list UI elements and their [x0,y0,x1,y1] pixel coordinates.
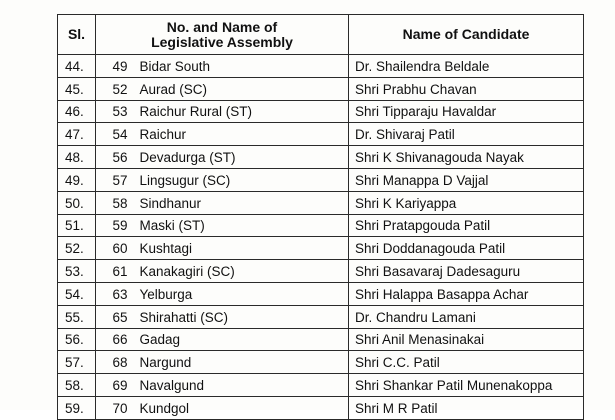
constituency-number-cell: 70 [96,396,132,419]
serial-number-cell: 53. [58,260,96,283]
constituency-number-cell: 54 [96,123,132,146]
constituency-number-cell: 53 [96,100,132,123]
candidate-name-cell: Shri Basavaraj Dadesaguru [349,260,584,283]
candidate-name-cell: Dr. Chandru Lamani [349,305,584,328]
candidate-name-cell: Shri Tipparaju Havaldar [349,100,584,123]
table-row [58,214,584,237]
constituency-name-cell: Lingsugur (SC) [132,168,349,191]
candidate-table [57,14,584,420]
table-row [58,55,584,78]
constituency-number-cell: 56 [96,146,132,169]
serial-number-cell: 48. [58,146,96,169]
constituency-number-cell: 69 [96,374,132,397]
constituency-name-cell: Shirahatti (SC) [132,305,349,328]
table-row [58,351,584,374]
header-candidate: Name of Candidate [349,15,584,55]
candidate-name-cell: Shri K Kariyappa [349,191,584,214]
constituency-name-cell: Yelburga [132,282,349,305]
constituency-name-cell: Kushtagi [132,237,349,260]
table-row [58,260,584,283]
serial-number-cell: 55. [58,305,96,328]
constituency-number-cell: 57 [96,168,132,191]
serial-number-cell: 59. [58,396,96,419]
constituency-name-cell: Kundgol [132,396,349,419]
constituency-number-cell: 61 [96,260,132,283]
table-row [58,237,584,260]
constituency-name-cell: Kanakagiri (SC) [132,260,349,283]
candidate-name-cell: Shri Prabhu Chavan [349,77,584,100]
table-row [58,328,584,351]
serial-number-cell: 46. [58,100,96,123]
header-assembly [96,15,349,55]
header-assembly-line2: Legislative Assembly [151,33,293,50]
candidate-name-cell: Shri Doddanagouda Patil [349,237,584,260]
serial-number-cell: 51. [58,214,96,237]
table-row [58,100,584,123]
constituency-name-cell: Gadag [132,328,349,351]
constituency-name-cell: Nargund [132,351,349,374]
table-row [58,396,584,419]
candidate-name-cell: Shri Manappa D Vajjal [349,168,584,191]
table-row [58,168,584,191]
candidate-name-cell: Shri C.C. Patil [349,351,584,374]
table-header-row [58,15,584,55]
constituency-name-cell: Maski (ST) [132,214,349,237]
candidate-name-cell: Shri Halappa Basappa Achar [349,282,584,305]
serial-number-cell: 49. [58,168,96,191]
candidate-name-cell: Dr. Shailendra Beldale [349,55,584,78]
header-assembly-line1: No. and Name of [166,18,278,35]
table-body [58,55,584,420]
table-row [58,282,584,305]
constituency-name-cell: Devadurga (ST) [132,146,349,169]
constituency-number-cell: 58 [96,191,132,214]
table-row [58,123,584,146]
constituency-number-cell: 63 [96,282,132,305]
table-row [58,305,584,328]
constituency-number-cell: 68 [96,351,132,374]
constituency-number-cell: 65 [96,305,132,328]
constituency-number-cell: 60 [96,237,132,260]
serial-number-cell: 56. [58,328,96,351]
candidate-name-cell: Shri K Shivanagouda Nayak [349,146,584,169]
candidate-name-cell: Dr. Shivaraj Patil [349,123,584,146]
candidate-name-cell: Shri Shankar Patil Munenakoppa [349,374,584,397]
serial-number-cell: 45. [58,77,96,100]
constituency-number-cell: 49 [96,55,132,78]
serial-number-cell: 58. [58,374,96,397]
header-sl: Sl. [58,15,96,55]
constituency-name-cell: Raichur [132,123,349,146]
serial-number-cell: 47. [58,123,96,146]
serial-number-cell: 57. [58,351,96,374]
constituency-number-cell: 66 [96,328,132,351]
candidate-name-cell: Shri Anil Menasinakai [349,328,584,351]
table-row [58,146,584,169]
candidate-name-cell: Shri Pratapgouda Patil [349,214,584,237]
table-row [58,374,584,397]
table-row [58,191,584,214]
constituency-name-cell: Bidar South [132,55,349,78]
table-row [58,77,584,100]
constituency-name-cell: Sindhanur [132,191,349,214]
serial-number-cell: 52. [58,237,96,260]
constituency-name-cell: Aurad (SC) [132,77,349,100]
constituency-name-cell: Raichur Rural (ST) [132,100,349,123]
constituency-number-cell: 52 [96,77,132,100]
candidate-name-cell: Shri M R Patil [349,396,584,419]
constituency-number-cell: 59 [96,214,132,237]
serial-number-cell: 50. [58,191,96,214]
serial-number-cell: 44. [58,55,96,78]
constituency-name-cell: Navalgund [132,374,349,397]
serial-number-cell: 54. [58,282,96,305]
